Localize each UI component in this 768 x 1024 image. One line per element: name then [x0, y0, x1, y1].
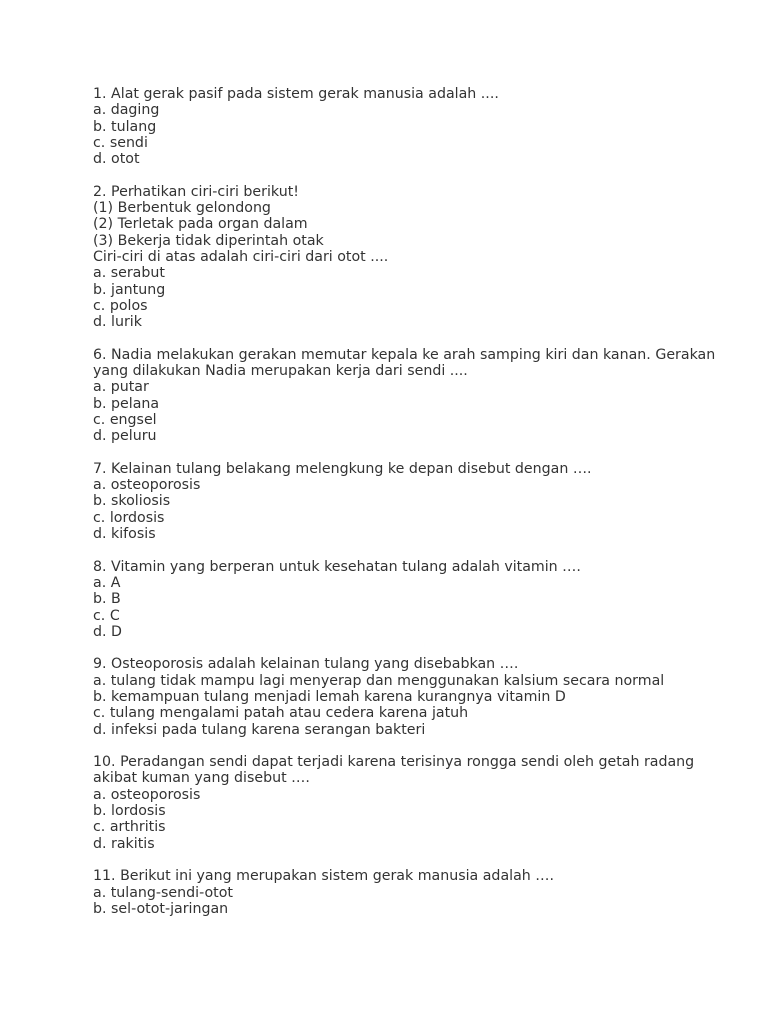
- question-11: [93, 868, 733, 917]
- question-10: [93, 754, 733, 852]
- answer-option: c. lordosis: [93, 509, 165, 526]
- question-stem: 1. Alat gerak pasif pada sistem gerak manusia adalah ....: [93, 86, 499, 102]
- question-1: [93, 86, 733, 167]
- answer-option: b. sel-otot-jaringan: [93, 900, 229, 917]
- answer-option: d. lurik: [93, 314, 142, 331]
- question-stem: 9. Osteoporosis adalah kelainan tulang yang disebabkan ….: [93, 656, 519, 673]
- question-stem: (1) Berbentuk gelondong: [93, 200, 271, 217]
- answer-option: b. jantung: [93, 281, 166, 298]
- answer-option: c. C: [93, 607, 120, 624]
- question-8: [93, 559, 733, 640]
- question-7: [93, 461, 733, 542]
- question-2: [93, 184, 733, 331]
- question-stem: 10. Peradangan sendi dapat terjadi karena terisinya rongga sendi oleh getah radang akibat kuman yang disebut ….: [93, 754, 695, 787]
- answer-option: b. tulang: [93, 118, 157, 135]
- question-stem: 7. Kelainan tulang belakang melengkung ke depan disebut dengan ….: [93, 460, 592, 477]
- answer-option: d. infeksi pada tulang karena serangan bakteri: [93, 721, 426, 738]
- answer-option: b. B: [93, 591, 121, 608]
- answer-option: a. tulang tidak mampu lagi menyerap dan menggunakan kalsium secara normal: [93, 672, 665, 689]
- answer-option: d. D: [93, 623, 122, 640]
- question-stem: 8. Vitamin yang berperan untuk kesehatan tulang adalah vitamin ….: [93, 558, 581, 575]
- answer-option: d. rakitis: [93, 835, 155, 852]
- answer-option: c. polos: [93, 297, 148, 314]
- question-stem: Ciri-ciri di atas adalah ciri-ciri dari otot ....: [93, 248, 389, 265]
- answer-option: b. lordosis: [93, 803, 166, 820]
- answer-option: c. arthritis: [93, 819, 166, 836]
- answer-option: c. tulang mengalami patah atau cedera karena jatuh: [93, 705, 469, 722]
- question-6: [93, 347, 733, 445]
- answer-option: a. osteoporosis: [93, 477, 201, 494]
- answer-option: a. serabut: [93, 265, 165, 282]
- answer-option: c. engsel: [93, 411, 157, 428]
- answer-option: d. peluru: [93, 428, 157, 445]
- answer-option: a. daging: [93, 102, 160, 119]
- answer-option: a. A: [93, 574, 121, 591]
- question-stem: 2. Perhatikan ciri-ciri berikut!: [93, 183, 299, 200]
- answer-option: d. otot: [93, 151, 140, 168]
- question-stem: 11. Berikut ini yang merupakan sistem gerak manusia adalah ….: [93, 868, 554, 885]
- answer-option: a. tulang-sendi-otot: [93, 884, 233, 901]
- answer-option: b. pelana: [93, 395, 160, 412]
- answer-option: d. kifosis: [93, 526, 156, 543]
- question-stem: (2) Terletak pada organ dalam: [93, 216, 308, 233]
- document-page: [93, 86, 733, 933]
- answer-option: b. kemampuan tulang menjadi lemah karena kurangnya vitamin D: [93, 688, 566, 705]
- question-stem: 6. Nadia melakukan gerakan memutar kepala ke arah samping kiri dan kanan. Gerakan yang dilakukan Nadia merupakan kerja dari sendi ....: [93, 346, 716, 380]
- answer-option: a. osteoporosis: [93, 786, 201, 803]
- answer-option: a. putar: [93, 379, 149, 396]
- answer-option: b. skoliosis: [93, 493, 171, 510]
- answer-option: c. sendi: [93, 134, 148, 151]
- question-stem: (3) Bekerja tidak diperintah otak: [93, 232, 324, 249]
- question-9: [93, 656, 733, 737]
